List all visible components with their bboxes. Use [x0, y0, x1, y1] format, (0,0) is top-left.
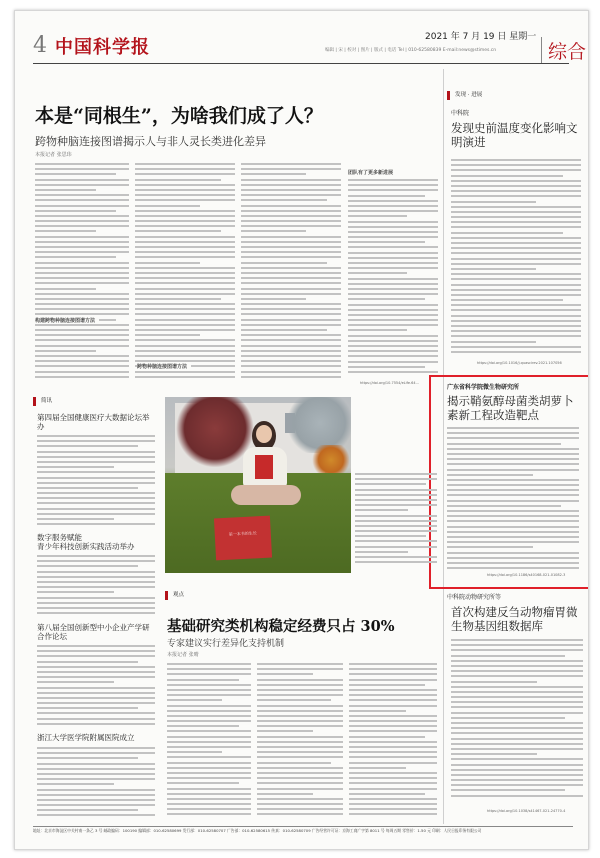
photo-held-book: [255, 455, 273, 479]
highlight-label: 广东省科学院微生物研究所: [447, 384, 520, 391]
brief-headline: 第八届全国创新型中小企业产学研合作论坛: [37, 623, 150, 641]
page-footer: 地址：北京市海淀区中关村南一条乙 3 号 邮政编码：100190 编辑部：010-62580699 发行部：010-62580707 广告部：010-62580615 传真：010-62580709 广告经营许可证：京海工商广字第 8011 号 每周五期 零售价：1.50 元 印刷：人民日报印务有限公司: [33, 826, 573, 836]
masthead-logo: 中国科学报: [55, 37, 150, 58]
sidebar-text: [451, 159, 581, 357]
mid-text-col-3: [349, 663, 437, 819]
issue-date: 2021 年 7 月 19 日 星期一: [425, 32, 537, 42]
main-headline: 本是“同根生”，为啥我们成了人？: [35, 105, 323, 127]
brief-headline: 数字服务赋能 青少年科技创新实践活动举办: [37, 533, 135, 551]
sidebar-bottom-headline: 首次构建反刍动物瘤胃微生物基因组数据库: [451, 605, 578, 633]
sidebar-tag: 发现 · 进展: [447, 91, 585, 100]
newspaper-page: [14, 10, 589, 850]
mid-tag: 观点: [165, 591, 445, 600]
photo-person-legs: [231, 485, 301, 505]
main-subheadline: 跨物种脑连接图谱揭示人与非人灵长类进化差异: [35, 135, 266, 148]
photo-shrub: [311, 445, 351, 475]
editor-contact: 编辑 | 宋 | 校对 | 图片 | 版式 | 电话 Tel | 010-62580839 E-mail:news@stimes.cn: [325, 48, 497, 53]
sidebar-bottom-text: [451, 639, 583, 799]
sidebar-label: 中科院: [451, 110, 470, 117]
section-title: 综合: [541, 37, 586, 64]
sidebar-bottom-label: 中科院动物研究所等: [447, 594, 502, 601]
sidebar-url[interactable]: https://doi.org/10.1016/j.quascirev.2021.107056: [477, 361, 562, 365]
brief-text: [37, 435, 155, 531]
main-text-col-4: [348, 179, 438, 375]
main-byline: 本报记者 张思玮: [35, 152, 72, 158]
briefs-tag: 简讯: [33, 397, 161, 406]
brief-text: [37, 747, 155, 821]
photo-person-face: [256, 425, 272, 443]
photo-book-on-grass: [214, 516, 272, 561]
mid-headline: 基础研究类机构稳定经费只占 30%: [167, 618, 395, 635]
main-col-heading: 跨物种脑连接图谱方法: [137, 363, 191, 370]
main-col-heading: 团队有了更多新进展: [348, 170, 394, 176]
sidebar-bottom-url[interactable]: https://doi.org/10.1038/s41467-021-24770-4: [487, 809, 566, 813]
highlight-url[interactable]: https://doi.org/10.1186/s40168-021-01082-3: [487, 573, 566, 577]
brief-headline: 第四届全国健康医疗大数据论坛举办: [37, 413, 150, 431]
mid-text-col-1: [167, 663, 251, 819]
mid-byline: 本报记者 张晴: [167, 652, 199, 658]
main-text-col-1: [35, 163, 129, 383]
photo-caption-text: [355, 473, 437, 573]
header-rule: [33, 63, 569, 64]
brief-text: [37, 645, 155, 729]
mid-subheadline: 专家建议实行差异化支持机制: [167, 639, 285, 649]
main-source-url[interactable]: https://doi.org/10.7554/eLife.64...: [360, 381, 419, 385]
highlight-text: [447, 427, 579, 569]
page-number: 4: [33, 33, 47, 58]
main-text-col-2: [135, 163, 235, 383]
main-text-col-3: [241, 163, 341, 383]
mid-text-col-2: [257, 663, 343, 819]
main-col-heading: 构建跨物种脑连接图谱方法: [35, 317, 99, 324]
sidebar-headline: 发现史前温度变化影响文明演进: [451, 121, 578, 149]
brief-text: [37, 555, 155, 621]
news-photo: [165, 397, 351, 573]
photo-book-title: 第一本书的生长: [228, 530, 257, 537]
highlight-headline: 揭示鞘氨醇母菌类胡萝卜素新工程改造靶点: [447, 394, 574, 422]
brief-headline: 浙江大学医学院附属医院成立: [37, 733, 135, 742]
